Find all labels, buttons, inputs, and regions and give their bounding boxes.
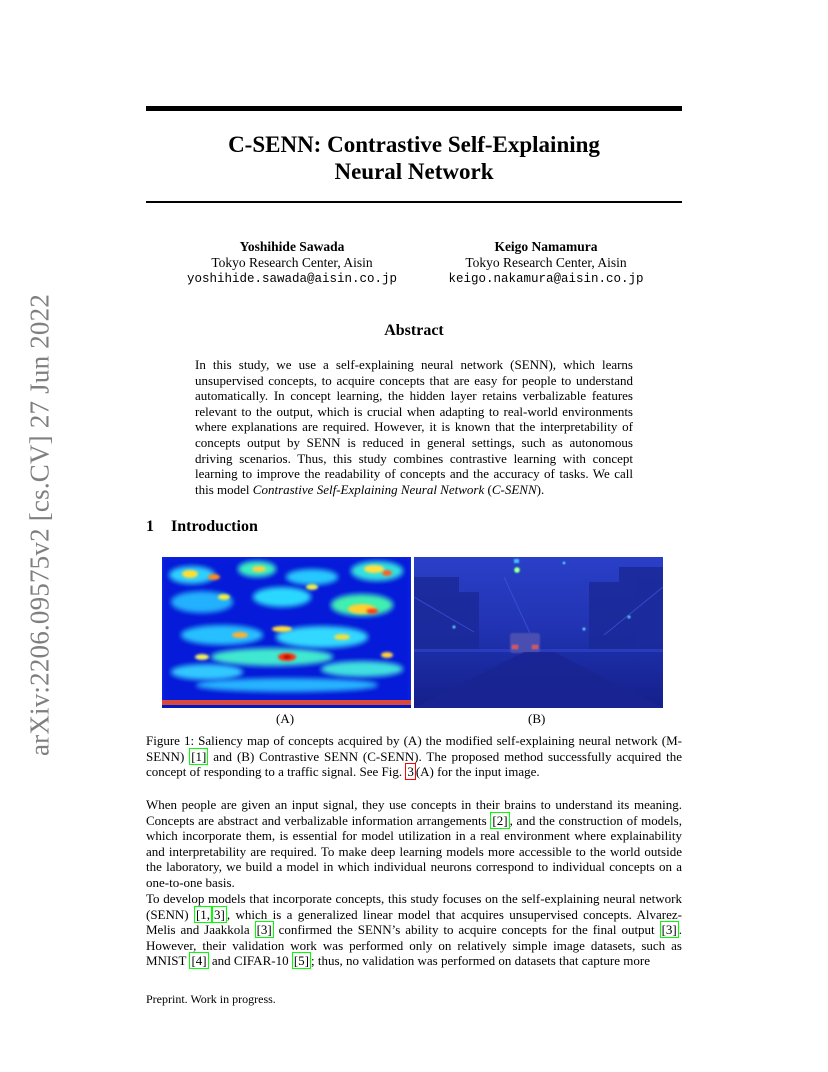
intro-paragraph-2 [146, 891, 682, 969]
caption-text-3: (A) for the input image. [415, 764, 540, 780]
abstract-open-paren: ( [484, 481, 492, 497]
paragraph-text: To develop models that incorporate concepts, this study focuses on the self-explaining neural network (SENN) [146, 891, 682, 922]
section-title: Introduction [171, 518, 258, 535]
author-1-name: Yoshihide Sawada [239, 239, 345, 254]
abstract-close: ). [536, 481, 545, 497]
author-2-email[interactable]: keigo.nakamura@aisin.co.jp [448, 272, 644, 286]
paragraph-text: and CIFAR-10 [208, 953, 292, 969]
page-footer: Preprint. Work in progress. [146, 992, 276, 1006]
citation-link[interactable]: [4] [191, 953, 207, 969]
paragraph-text: ; thus, no validation was performed on datasets that capture more [311, 953, 650, 969]
paragraph-text: , which is a generalized linear model that acquires unsupervised concepts. Alvarez-Melis and Jaakkola [146, 906, 682, 938]
author-1-email[interactable]: yoshihide.sawada@aisin.co.jp [186, 272, 398, 286]
title-line-2: Neural Network [334, 159, 494, 184]
caption-text-2: and (B) Contrastive SENN (C-SENN). The proposed method successfully acquired the concept of responding to a traffic signal. See Fig. [146, 748, 682, 780]
citation-link[interactable]: [3] [661, 922, 677, 938]
title-bottom-rule [146, 201, 682, 203]
title-top-rule [146, 106, 682, 111]
author-1-affiliation: Tokyo Research Center, Aisin [211, 255, 373, 270]
figure-label-b: (B) [528, 711, 546, 726]
citation-link[interactable]: [5] [293, 953, 309, 969]
citation-link[interactable]: [1, [195, 906, 211, 922]
figure-1b-saliency-map [414, 557, 663, 708]
citation-link[interactable]: [3] [256, 922, 272, 938]
title-line-1: C-SENN: Contrastive Self-Explaining [228, 132, 600, 157]
abstract-body [195, 357, 633, 497]
author-2 [412, 239, 680, 287]
author-1 [158, 239, 426, 287]
figure-ref-link[interactable]: 3 [407, 764, 414, 780]
figure-1-caption [146, 733, 682, 780]
paragraph-text: When people are given an input signal, they use concepts in their brains to understand its meaning. Concepts are abstract and verbalizable information arrangements [146, 797, 682, 828]
citation-link[interactable]: 3] [214, 906, 225, 922]
section-number: 1 [146, 518, 154, 535]
citation-link[interactable]: [1] [191, 748, 207, 764]
figure-1a-saliency-map [162, 557, 411, 708]
intro-paragraph-1 [146, 797, 682, 891]
author-2-name: Keigo Namamura [494, 239, 598, 254]
author-2-affiliation: Tokyo Research Center, Aisin [465, 255, 627, 270]
caption-text-1: Figure 1: Saliency map of concepts acquired by (A) the modified self-explaining neural network (M-SENN) [146, 733, 682, 764]
arxiv-stamp [20, 290, 60, 760]
abstract-text: In this study, we use a self-explaining neural network (SENN), which learns unsupervised concepts, to acquire concepts that are easy for people to understand automatically. In concept learning, the hidden layer retains verbalizable features relevant to the output, which is crucial when adapting to real-world environments where explanations are required. However, it is known that the interpretability of concepts output by SENN is reduced in general settings, such as autonomous driving scenarios. Thus, this study combines contrastive learning with concept learning to improve the readability of concepts and the accuracy of tasks. We call this model [195, 357, 633, 497]
abstract-heading: Abstract [384, 322, 444, 339]
abstract-model-abbrev: C-SENN [491, 481, 537, 497]
arxiv-stamp-text: arXiv:2206.09575v2 [cs.CV] 27 Jun 2022 [24, 293, 55, 757]
paper-title [146, 131, 682, 185]
paragraph-text: , and the construction of models, which incorporate them, is essential for model utilization in a real environment where explainability and interpretability are required. To make deep learning models more accessible to the world outside the laboratory, we build a model in which individual neurons correspond to individual concepts on a one-to-one basis. [146, 812, 682, 890]
abstract-model-name: Contrastive Self-Explaining Neural Network [252, 481, 485, 497]
citation-link[interactable]: [2] [492, 812, 508, 828]
section-heading-introduction [146, 518, 258, 536]
paragraph-text: confirmed the SENN’s ability to acquire concepts for the final output [273, 922, 660, 938]
paragraph-text: . However, their validation work was performed only on relatively simple image datasets, such as MNIST [146, 922, 682, 969]
figure-label-a: (A) [276, 711, 295, 726]
